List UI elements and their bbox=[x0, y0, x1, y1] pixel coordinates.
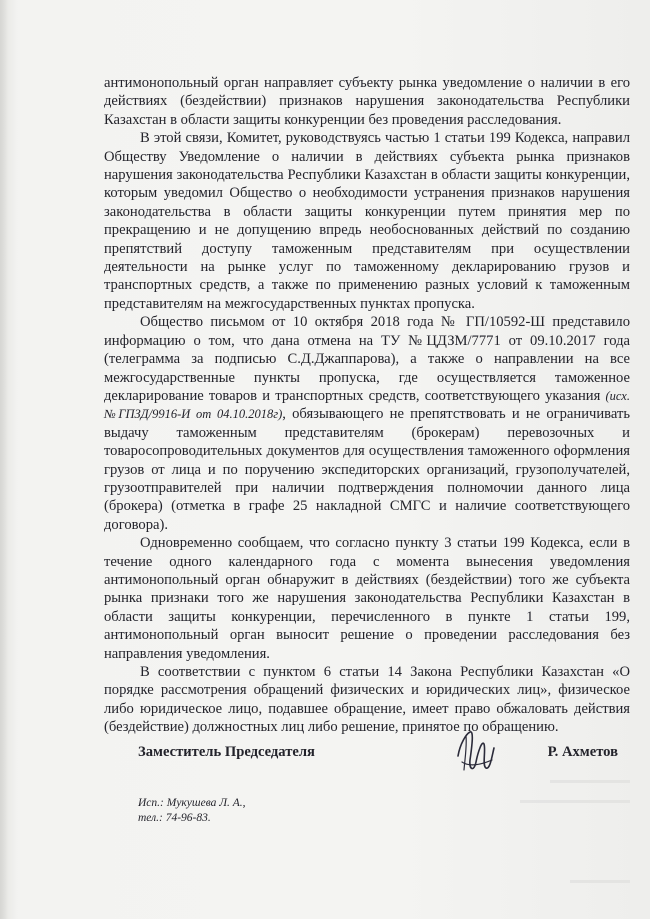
signatory-title: Заместитель Председателя bbox=[138, 744, 315, 760]
letter-body bbox=[104, 74, 630, 737]
signatory-name: Р. Ахметов bbox=[547, 744, 618, 760]
paragraph-4: Одновременно сообщаем, что согласно пункту 3 статьи 199 Кодекса, если в течение одного календарного года с момента вынесения уведомления антимонопольный орган обнаружит в действиях (бездействии) того же субъекта рынка признаки того же нарушения законодательства Республики Казахстан в области защиты конкуренции, перечисленного в пункте 1 статьи 199, антимонопольный орган выносит решение о проведении расследования без направления уведомления. bbox=[104, 535, 630, 662]
paragraph-1: антимонопольный орган направляет субъекту рынка уведомление о наличии в его действиях (бездействии) признаков нарушения законодательства Республики Казахстан в области защиты конкуренции без проведения расследования. bbox=[104, 75, 630, 128]
scan-bleed-mark bbox=[570, 880, 630, 883]
executor-info bbox=[138, 796, 246, 826]
paragraph-2: В этой связи, Комитет, руководствуясь частью 1 статьи 199 Кодекса, направил Обществу Уведомление о наличии в действиях субъекта рынка признаков нарушения законодательства Республики Казахстан в области защиты конкуренции, которым уведомил Общество о необходимости устранения признаков нарушения законодательства в области защиты конкуренции путем принятия мер по прекращению и не допущению впредь необоснованных действий по созданию препятствий доступу таможенным представителям при осуществлении деятельности на рынке услуг по таможенному декларированию грузов и транспортных средств, а также по применению разных условий к таможенным представителям на межгосударственных пунктах пропуска. bbox=[104, 130, 630, 312]
signature-block bbox=[138, 740, 630, 780]
executor-name: Исп.: Мукушева Л. А., bbox=[138, 797, 246, 809]
paragraph-3 bbox=[104, 313, 630, 534]
reference-number: (исх.№ГПЗД/9916-И от 04.10.2018г) bbox=[104, 388, 630, 422]
scan-edge-shadow bbox=[0, 0, 8, 919]
executor-phone: тел.: 74-96-83. bbox=[138, 812, 211, 824]
scan-bleed-mark bbox=[550, 780, 630, 783]
paragraph-3-start: Общество письмом от 10 октября 2018 года № ГП/10592-Ш представило информацию о том, что дана отмена на ТУ №ЦДЗМ/7771 от 09.10.2017 года (телеграмма за подписью С.Д.Джаппарова), а также о направлении на все межгосударственные пункты пропуска, где осуществляется таможенное декларирование товаров и транспортных средств, соответствующего указания bbox=[104, 314, 630, 404]
paragraph-3-end: , обязывающего не препятствовать и не ограничивать выдачу таможенным представителям (брокерам) перевозочных и товаросопроводительных документов для осуществления таможенного оформления грузов от лица и по поручению экспедиторских организаций, грузополучателей, грузоотправителей при наличии подтверждения полномочии данного лица (брокера) (отметка в графе 25 накладной СМГС и наличие соответствующего договора). bbox=[104, 406, 631, 533]
paragraph-5: В соответствии с пунктом 6 статьи 14 Закона Республики Казахстан «О порядке рассмотрения обращений физических и юридических лиц», физическое либо юридическое лицо, подавшее обращение, имеет право обжаловать действия (бездействие) должностных лиц либо решение, принятое по обращению. bbox=[104, 664, 630, 736]
scan-bleed-mark bbox=[520, 800, 630, 803]
handwritten-signature-icon bbox=[452, 726, 498, 778]
